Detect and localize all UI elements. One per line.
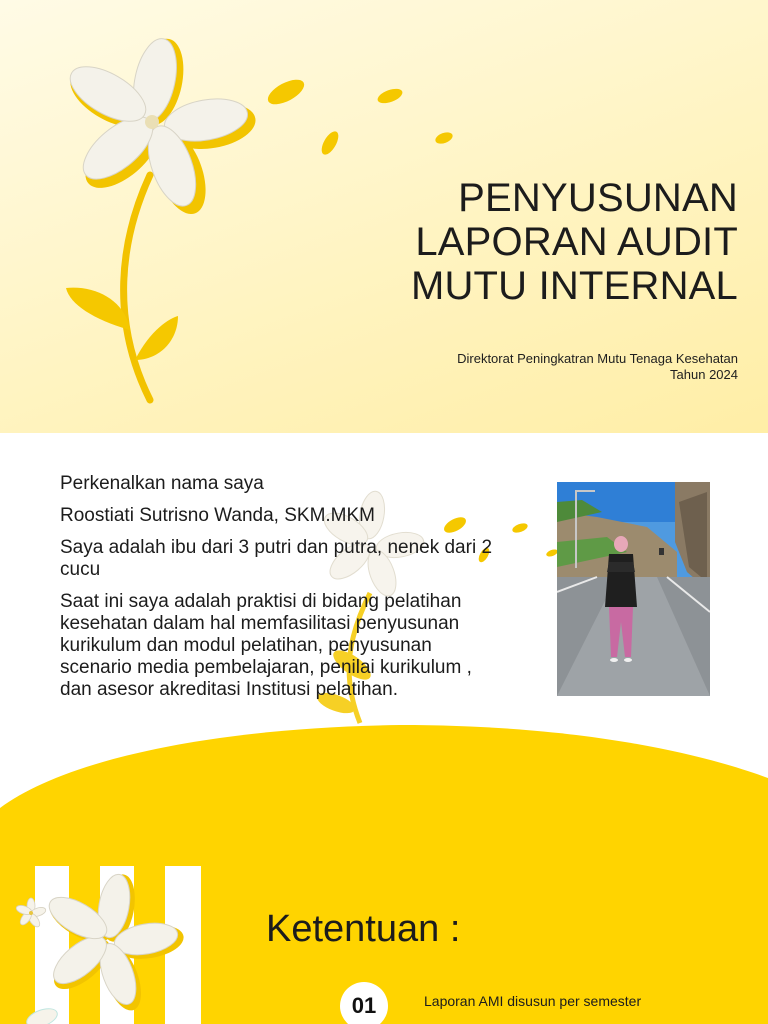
intro-text [60,473,500,711]
title-line: PENYUSUNAN [458,176,738,220]
subtitle-organization: Direktorat Peningkatran Mutu Tenaga Kesehatan [457,351,738,366]
slide-title [318,176,738,308]
intro-name: Roostiati Sutrisno Wanda, SKM.MKM [60,505,376,526]
intro-greeting: Perkenalkan nama saya [60,473,264,494]
slide-heading: Ketentuan : [266,908,461,950]
portrait-photo [557,482,710,696]
intro-profession: Saat ini saya adalah praktisi di bidang pelatihan kesehatan dalam hal memfasilitasi penyusunan kurikulum dan modul pelatihan, penyusunan scenario media pembelajaran, penilai kurikulum , dan asesor akreditasi Institusi pelatihan. [60,591,472,700]
item-number-badge: 01 [340,982,388,1024]
title-line: LAPORAN AUDIT [415,220,738,264]
subtitle-year: Tahun 2024 [670,367,738,382]
slide-subtitle [318,351,738,383]
intro-family: Saya adalah ibu dari 3 putri dan putra, nenek dari 2 cucu [60,537,493,580]
rules-slide [0,866,768,1024]
item-text: Laporan AMI disusun per semester [424,993,642,1009]
title-line: MUTU INTERNAL [410,264,738,308]
title-slide [0,0,768,433]
introduction-slide [0,433,768,866]
